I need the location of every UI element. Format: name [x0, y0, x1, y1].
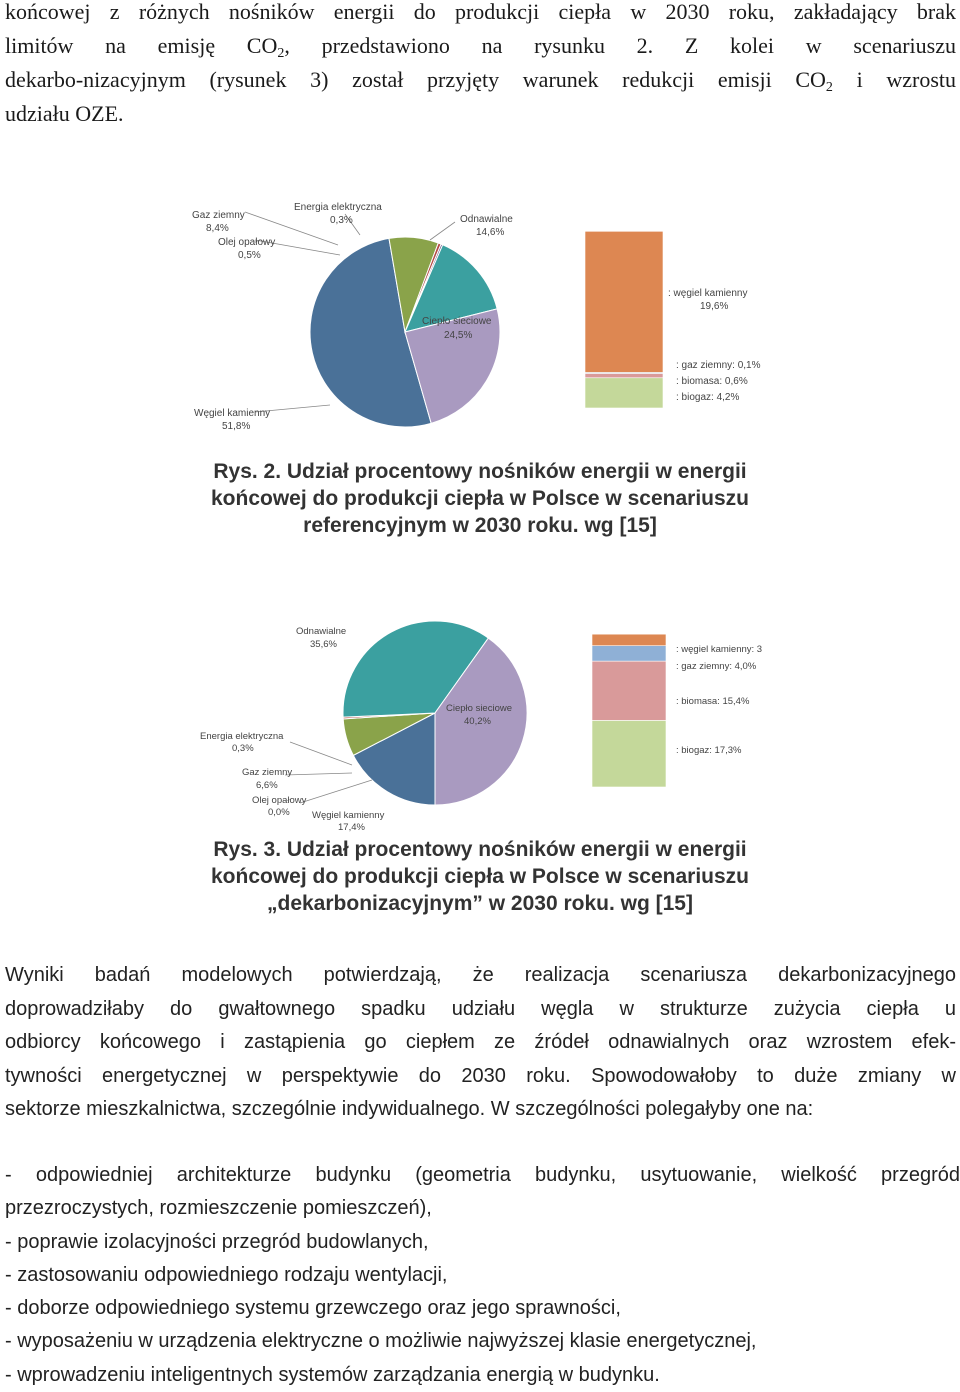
label-gaz-value: 8,4%	[206, 223, 229, 234]
intro-paragraph	[5, 0, 956, 131]
bar-label-wegiel-value: 19,6%	[700, 301, 729, 312]
caption-line: referencyjnym w 2030 roku. wg [15]	[303, 514, 657, 537]
bar-segment-gaz-ziemny	[592, 646, 666, 661]
label-energia-name: Energia elektryczna	[200, 731, 284, 742]
intro-text: limitów na emisję CO	[5, 33, 278, 58]
label-energia-value: 0,3%	[232, 743, 254, 754]
bar-label-biogaz: : biogaz: 4,2%	[676, 392, 740, 403]
intro-line: udziału OZE.	[5, 101, 124, 126]
intro-line	[5, 29, 956, 63]
list-item: - odpowiedniej architekturze budynku (geometria budynku, usytuowanie, wielkość przegród	[5, 1164, 960, 1186]
label-olej-name: Olej opałowy	[252, 795, 307, 806]
figure-2-chart	[0, 190, 960, 440]
figure-2	[0, 190, 960, 440]
results-line: sektorze mieszkalnictwa, szczególnie indywidualnego. W szczególności polegałyby one na:	[5, 1098, 814, 1120]
results-line: Wyniki badań modelowych potwierdzają, że realizacja scenariusza dekarbonizacyjnego	[5, 964, 956, 986]
caption-line: „dekarbonizacyjnym” w 2030 roku. wg [15]	[267, 892, 693, 915]
caption-line: końcowej do produkcji ciepła w Polsce w scenariuszu	[211, 865, 749, 888]
list-item: - wprowadzeniu inteligentnych systemów zarządzania energią w budynku.	[5, 1363, 660, 1386]
label-odnawialne-value: 14,6%	[476, 227, 505, 238]
leader-line	[290, 742, 352, 765]
intro-line	[5, 63, 956, 97]
label-wegiel-name: Węgiel kamienny	[194, 408, 271, 419]
list-item: przezroczystych, rozmieszczenie pomieszczeń),	[5, 1197, 432, 1220]
label-odnawialne-name: Odnawialne	[296, 626, 347, 637]
label-wegiel-value: 51,8%	[222, 421, 251, 432]
bar-label-biogaz: : biogaz: 17,3%	[676, 745, 742, 756]
intro-line: końcowej z różnych nośników energii do produkcji ciepła w 2030 roku, zakładający brak	[5, 0, 956, 24]
label-energia-name: Energia elektryczna	[294, 202, 382, 213]
bar-segment-wegiel-kamienny	[585, 231, 663, 372]
bar-label-wegiel: : węgiel kamienny	[668, 288, 748, 299]
bar-label-gaz: : gaz ziemny: 4,0%	[676, 661, 757, 672]
label-gaz-name: Gaz ziemny	[242, 767, 293, 778]
caption-line: Rys. 3. Udział procentowy nośników energii w energii	[213, 838, 747, 861]
bar-label-biomasa: : biomasa: 15,4%	[676, 696, 750, 707]
label-olej-name: Olej opałowy	[218, 237, 276, 248]
bar-segment-biomasa	[585, 373, 663, 377]
list-item: - wyposażeniu w urządzenia elektryczne o możliwie najwyższej klasie energetycznej,	[5, 1330, 757, 1353]
list-item: - zastosowaniu odpowiedniego rodzaju wentylacji,	[5, 1263, 448, 1286]
figure-3-caption	[0, 836, 960, 917]
measures-list	[5, 1159, 960, 1392]
bar-segment-biomasa	[592, 661, 666, 720]
bar-label-wegiel: : węgiel kamienny: 3	[676, 644, 763, 655]
leader-line	[430, 222, 455, 240]
label-gaz-value: 6,6%	[256, 780, 278, 791]
label-odnawialne-value: 35,6%	[310, 639, 337, 650]
label-olej-value: 0,0%	[268, 807, 290, 818]
label-cieplo-value: 40,2%	[464, 716, 491, 727]
label-wegiel-name: Węgiel kamienny	[312, 810, 385, 821]
label-cieplo-name: Ciepło sieciowe	[446, 703, 513, 714]
intro-text: dekarbo-nizacyjnym (rysunek 3) został przyjęty warunek redukcji emisji CO	[5, 67, 826, 92]
figure-3-chart	[0, 615, 960, 840]
bar-label-gaz: : gaz ziemny: 0,1%	[676, 360, 761, 371]
bar-segment-wegiel-kamienny	[592, 634, 666, 646]
results-line: odbiorcy końcowego i zastąpienia go ciepłem ze źródeł odnawialnych oraz wzrostem efek-	[5, 1031, 956, 1053]
figure-2-caption	[0, 458, 960, 539]
caption-line: końcowej do produkcji ciepła w Polsce w scenariuszu	[211, 487, 749, 510]
label-olej-value: 0,5%	[238, 250, 261, 261]
leader-line	[285, 773, 352, 775]
list-item: - poprawie izolacyjności przegród budowlanych,	[5, 1230, 429, 1253]
label-cieplo-name: Ciepło sieciowe	[422, 316, 492, 327]
label-odnawialne-name: Odnawialne	[460, 214, 513, 225]
bar-label-biomasa: : biomasa: 0,6%	[676, 376, 748, 387]
label-energia-value: 0,3%	[330, 215, 353, 226]
leader-line	[300, 780, 372, 803]
bar-segment-biogaz	[592, 720, 666, 787]
intro-text: , przedstawiono na rysunku 2. Z kolei w scenariuszu	[284, 33, 956, 58]
subscript: 2	[277, 46, 285, 61]
bar-segment-biogaz	[585, 378, 663, 408]
results-paragraph	[5, 959, 956, 1127]
subscript: 2	[825, 80, 833, 95]
figure-3	[0, 615, 960, 840]
stacked-bar	[592, 634, 666, 787]
caption-line: Rys. 2. Udział procentowy nośników energii w energii	[213, 460, 747, 483]
label-cieplo-value: 24,5%	[444, 330, 473, 341]
results-line: tywności energetycznej w perspektywie do 2030 roku. Spowodowałoby to duże zmiany w	[5, 1064, 956, 1087]
label-gaz-name: Gaz ziemny	[192, 210, 245, 221]
stacked-bar	[585, 231, 663, 408]
label-wegiel-value: 17,4%	[338, 822, 365, 833]
results-line: doprowadziłaby do gwałtownego spadku udziału węgla w strukturze zużycia ciepła u	[5, 997, 956, 1020]
list-item: - doborze odpowiedniego systemu grzewczego oraz jego sprawności,	[5, 1297, 621, 1320]
intro-text: i wzrostu	[832, 67, 956, 92]
